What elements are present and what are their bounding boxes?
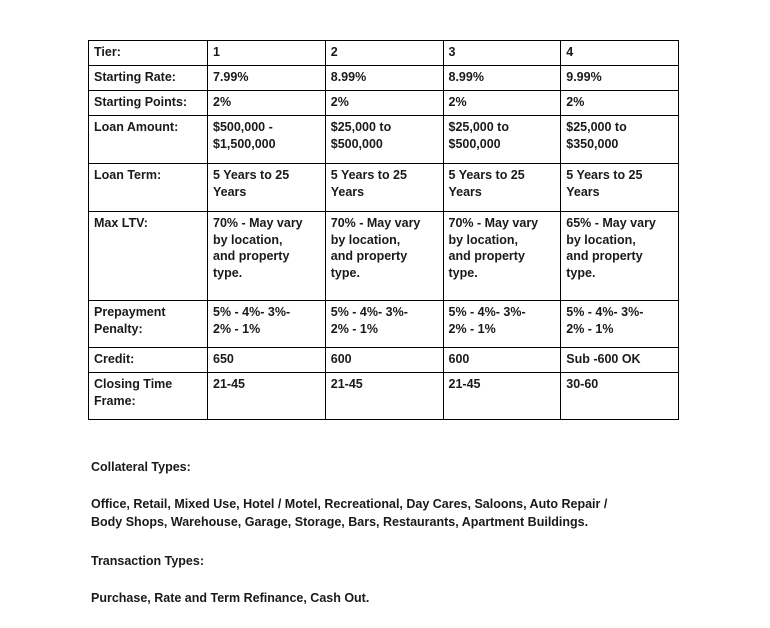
tier-1-cell: 5% - 4%- 3%- 2% - 1%: [208, 301, 326, 348]
table-row-prepayment-penalty: [89, 301, 679, 348]
tier-2-cell: $25,000 to $500,000: [325, 116, 443, 164]
row-label: Starting Rate:: [89, 66, 208, 91]
tier-1-cell: 21-45: [208, 373, 326, 420]
tier-3-cell: 5% - 4%- 3%- 2% - 1%: [443, 301, 561, 348]
tier-4-cell: 65% - May vary by location, and property type.: [561, 212, 679, 301]
tier-3-cell: $25,000 to $500,000: [443, 116, 561, 164]
row-label: Starting Points:: [89, 91, 208, 116]
collateral-types-heading: Collateral Types:: [91, 460, 191, 474]
row-label: Loan Term:: [89, 164, 208, 212]
row-label: Credit:: [89, 348, 208, 373]
row-label: Prepayment Penalty:: [89, 301, 208, 348]
tier-2-cell: 2%: [325, 91, 443, 116]
tier-4-cell: 9.99%: [561, 66, 679, 91]
tier-4-cell: 2%: [561, 91, 679, 116]
tier-1-cell: 70% - May vary by location, and property type.: [208, 212, 326, 301]
tier-3-cell: 70% - May vary by location, and property type.: [443, 212, 561, 301]
row-label: Loan Amount:: [89, 116, 208, 164]
tier-2-cell: 5% - 4%- 3%- 2% - 1%: [325, 301, 443, 348]
tier-1-cell: 2%: [208, 91, 326, 116]
tier-2-cell: 600: [325, 348, 443, 373]
table-row-tier: [89, 41, 679, 66]
tier-4-cell: 5 Years to 25 Years: [561, 164, 679, 212]
table-row-closing-time-frame: [89, 373, 679, 420]
tier-4-cell: 30-60: [561, 373, 679, 420]
tier-2-cell: 8.99%: [325, 66, 443, 91]
tier-4-cell: $25,000 to $350,000: [561, 116, 679, 164]
tier-2-cell: 70% - May vary by location, and property type.: [325, 212, 443, 301]
table-row-max-ltv: [89, 212, 679, 301]
tier-3-cell: 21-45: [443, 373, 561, 420]
loan-tier-table: [88, 40, 679, 420]
table-row-starting-rate: [89, 66, 679, 91]
tier-2-cell: 2: [325, 41, 443, 66]
tier-2-cell: 21-45: [325, 373, 443, 420]
table-row-loan-amount: [89, 116, 679, 164]
row-label: Max LTV:: [89, 212, 208, 301]
table-row-loan-term: [89, 164, 679, 212]
tier-1-cell: 5 Years to 25 Years: [208, 164, 326, 212]
tier-1-cell: 1: [208, 41, 326, 66]
collateral-types-list: Office, Retail, Mixed Use, Hotel / Motel, Recreational, Day Cares, Saloons, Auto Repair / Body Shops, Warehouse, Garage, Storage, Bars, Restaurants, Apartment Buildings.: [91, 497, 608, 529]
tier-3-cell: 2%: [443, 91, 561, 116]
row-label: Closing Time Frame:: [89, 373, 208, 420]
tier-1-cell: $500,000 - $1,500,000: [208, 116, 326, 164]
tier-3-cell: 5 Years to 25 Years: [443, 164, 561, 212]
tier-3-cell: 3: [443, 41, 561, 66]
transaction-types-heading: Transaction Types:: [91, 554, 204, 568]
tier-2-cell: 5 Years to 25 Years: [325, 164, 443, 212]
tier-1-cell: 650: [208, 348, 326, 373]
tier-3-cell: 8.99%: [443, 66, 561, 91]
transaction-types-list: Purchase, Rate and Term Refinance, Cash Out.: [91, 591, 370, 605]
table-row-starting-points: [89, 91, 679, 116]
tier-4-cell: 5% - 4%- 3%- 2% - 1%: [561, 301, 679, 348]
tier-1-cell: 7.99%: [208, 66, 326, 91]
loan-tier-table-body: [89, 41, 679, 420]
tier-3-cell: 600: [443, 348, 561, 373]
tier-4-cell: Sub -600 OK: [561, 348, 679, 373]
row-label: Tier:: [89, 41, 208, 66]
tier-4-cell: 4: [561, 41, 679, 66]
table-row-credit: [89, 348, 679, 373]
